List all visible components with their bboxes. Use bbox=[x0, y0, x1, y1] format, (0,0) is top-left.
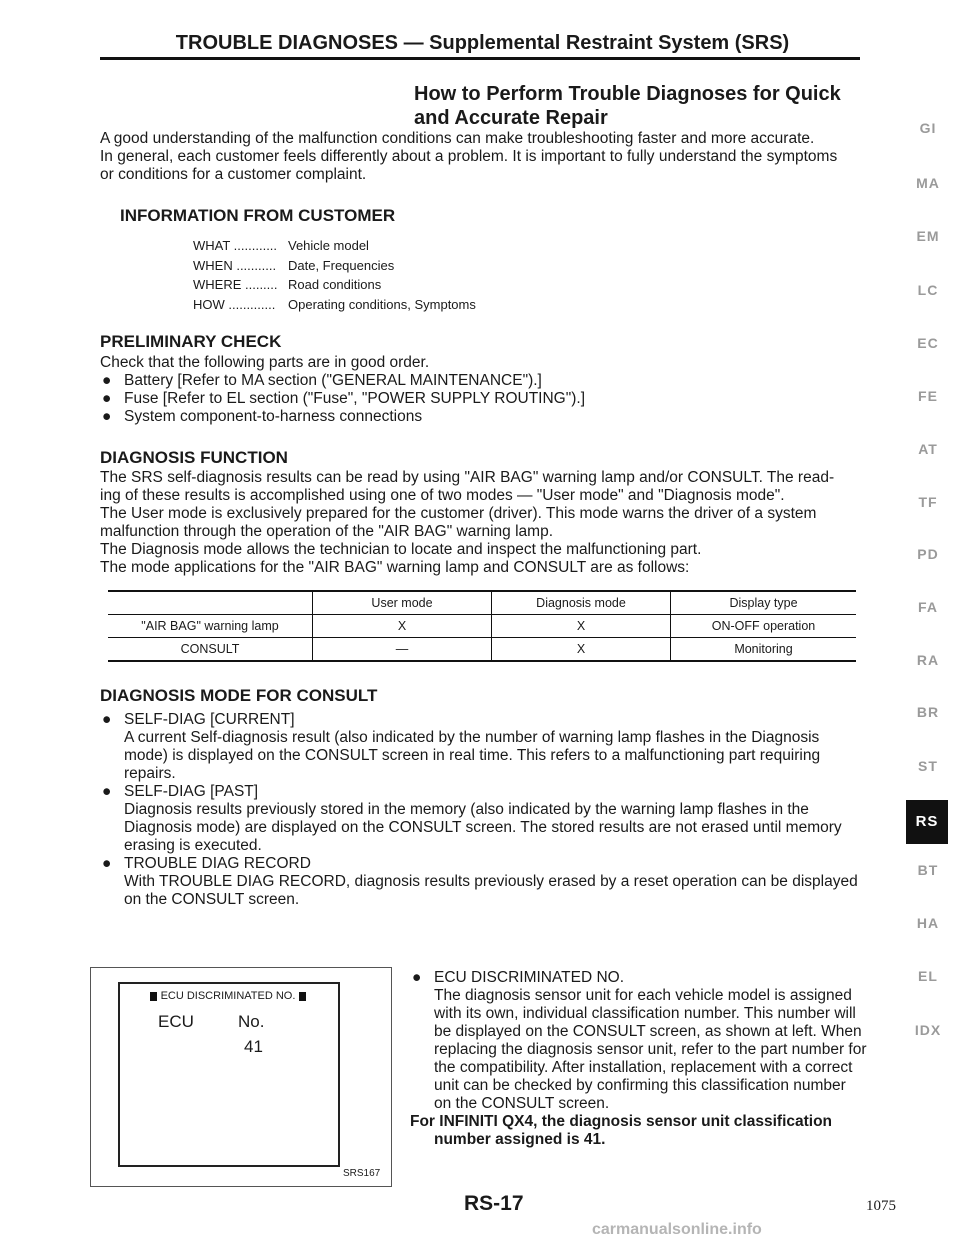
side-tab-gi[interactable]: GI bbox=[919, 120, 937, 136]
list-item-text: erasing is executed. bbox=[124, 837, 262, 854]
diagnosis-function-text bbox=[100, 469, 900, 577]
side-tab-tf[interactable]: TF bbox=[918, 494, 938, 510]
info-key: WHEN ........... bbox=[193, 257, 277, 273]
side-tab-br[interactable]: BR bbox=[916, 704, 940, 720]
list-item-text: unit can be checked by confirming this classification number bbox=[434, 1077, 846, 1094]
side-tab-ec[interactable]: EC bbox=[917, 335, 939, 351]
side-tab-ma[interactable]: MA bbox=[916, 175, 940, 191]
list-item-text: Diagnosis results previously stored in the memory (also indicated by the warning lamp flashes in the bbox=[124, 801, 809, 818]
side-tab-rs[interactable]: RS bbox=[906, 800, 948, 844]
table-cell: "AIR BAG" warning lamp bbox=[108, 615, 313, 638]
list-item-text: with its own, individual classification number. This number will bbox=[434, 1005, 856, 1022]
list-item-title: ECU DISCRIMINATED NO. bbox=[434, 969, 625, 986]
list-item-text: replacing the diagnosis sensor unit, refer to the part number for bbox=[434, 1041, 867, 1058]
list-item-text: System component-to-harness connections bbox=[124, 408, 423, 425]
table-cell: CONSULT bbox=[108, 638, 313, 662]
paragraph-line: malfunction through the operation of the "AIR BAG" warning lamp. bbox=[100, 523, 554, 540]
list-item-text: Fuse [Refer to EL section ("Fuse", "POWER SUPPLY ROUTING").] bbox=[124, 390, 586, 407]
bullet-icon: ● bbox=[102, 783, 112, 800]
side-tab-at[interactable]: AT bbox=[918, 441, 938, 457]
main-title bbox=[414, 82, 841, 130]
page-label: RS-17 bbox=[464, 1192, 524, 1215]
info-value: Date, Frequencies bbox=[288, 257, 395, 273]
side-tab-bt[interactable]: BT bbox=[917, 862, 939, 878]
table-cell: — bbox=[313, 638, 492, 662]
intro-line: or conditions for a customer complaint. bbox=[100, 166, 367, 183]
intro-line: A good understanding of the malfunction conditions can make troubleshooting faster and more accurate. bbox=[100, 130, 815, 147]
bullet-icon: ● bbox=[102, 408, 112, 425]
list-item-text: be displayed on the CONSULT screen, as shown at left. When bbox=[434, 1023, 862, 1040]
list-item-text: mode) is displayed on the CONSULT screen in real time. This refers to a malfunctioning part requiring bbox=[124, 747, 821, 764]
table-cell: X bbox=[313, 615, 492, 638]
side-tab-fe[interactable]: FE bbox=[918, 388, 938, 404]
consult-mode-heading: DIAGNOSIS MODE FOR CONSULT bbox=[100, 686, 378, 705]
consult-mode-list bbox=[100, 711, 900, 909]
paragraph-line: The User mode is exclusively prepared for the customer (driver). This mode warns the driver of a system bbox=[100, 505, 817, 522]
table-cell: Monitoring bbox=[671, 638, 857, 662]
info-key: WHAT ............ bbox=[193, 238, 278, 253]
table-cell: X bbox=[492, 615, 671, 638]
list-item bbox=[100, 408, 860, 426]
table-header-row bbox=[108, 591, 856, 615]
table-cell: ON-OFF operation bbox=[671, 615, 857, 638]
side-tab-fa[interactable]: FA bbox=[918, 599, 938, 615]
intro-paragraph bbox=[100, 130, 900, 184]
list-item bbox=[100, 783, 900, 855]
page-number: 1075 bbox=[866, 1198, 896, 1214]
ecu-section bbox=[410, 969, 900, 1149]
list-item-title: TROUBLE DIAG RECORD bbox=[124, 855, 311, 872]
table-row bbox=[108, 638, 856, 662]
main-title-line2: and Accurate Repair bbox=[414, 107, 608, 129]
table-header-cell: Diagnosis mode bbox=[492, 591, 671, 615]
list-item-text: the compatibility. After installation, replacement with a correct bbox=[434, 1059, 853, 1076]
info-row bbox=[193, 256, 476, 276]
side-tab-lc[interactable]: LC bbox=[917, 282, 939, 298]
info-key: WHERE ......... bbox=[193, 277, 278, 292]
paragraph-line: The SRS self-diagnosis results can be read by using "AIR BAG" warning lamp and/or CONSULT. The read- bbox=[100, 469, 835, 486]
list-item bbox=[100, 372, 860, 390]
paragraph-line: The Diagnosis mode allows the technician to locate and inspect the malfunctioning part. bbox=[100, 541, 702, 558]
preliminary-heading: PRELIMINARY CHECK bbox=[100, 332, 282, 351]
screen-title-bar bbox=[124, 990, 332, 1002]
list-item-text: Battery [Refer to MA section ("GENERAL MAINTENANCE").] bbox=[124, 372, 542, 389]
preliminary-text: Check that the following parts are in good order. bbox=[100, 354, 430, 371]
list-item-text: The diagnosis sensor unit for each vehicle model is assigned bbox=[434, 987, 852, 1004]
diagnosis-function-heading: DIAGNOSIS FUNCTION bbox=[100, 448, 288, 467]
bullet-icon: ● bbox=[102, 855, 112, 872]
list-item bbox=[410, 969, 900, 1113]
info-value: Operating conditions, Symptoms bbox=[288, 296, 476, 312]
bullet-icon: ● bbox=[102, 711, 112, 728]
paragraph-line: ing of these results is accomplished using one of two modes — "User mode" and "Diagnosis mode". bbox=[100, 487, 785, 504]
side-tab-ra[interactable]: RA bbox=[916, 652, 940, 668]
screen-value: 41 bbox=[244, 1037, 263, 1056]
list-item-text: With TROUBLE DIAG RECORD, diagnosis results previously erased by a reset operation can be displayed bbox=[124, 873, 858, 890]
mode-table bbox=[108, 590, 856, 662]
screen-ecu-label: ECU bbox=[158, 1012, 194, 1031]
list-item-title: SELF-DIAG [CURRENT] bbox=[124, 711, 295, 728]
watermark: carmanualsonline.info bbox=[592, 1221, 762, 1238]
side-tab-el[interactable]: EL bbox=[918, 968, 938, 984]
info-row bbox=[193, 275, 476, 295]
info-value: Road conditions bbox=[288, 277, 382, 292]
list-item-text: on the CONSULT screen. bbox=[434, 1095, 610, 1112]
table-header-cell: Display type bbox=[671, 591, 857, 615]
list-item-text: on the CONSULT screen. bbox=[124, 891, 300, 908]
list-item-title: SELF-DIAG [PAST] bbox=[124, 783, 259, 800]
page-header: TROUBLE DIAGNOSES — Supplemental Restraint System (SRS) bbox=[175, 32, 790, 54]
table-header-cell: User mode bbox=[313, 591, 492, 615]
side-tab-em[interactable]: EM bbox=[916, 228, 940, 244]
table-header-cell bbox=[108, 591, 313, 615]
intro-line: In general, each customer feels differently about a problem. It is important to fully understand the symptoms bbox=[100, 148, 838, 165]
list-item bbox=[100, 711, 900, 783]
info-row bbox=[193, 236, 476, 256]
table-row bbox=[108, 615, 856, 638]
list-item-text: Diagnosis mode) are displayed on the CONSULT screen. The stored results are not erased until memory bbox=[124, 819, 842, 836]
paragraph-line: The mode applications for the "AIR BAG" warning lamp and CONSULT are as follows: bbox=[100, 559, 690, 576]
info-heading: INFORMATION FROM CUSTOMER bbox=[120, 206, 396, 225]
consult-screen bbox=[118, 982, 340, 1167]
list-item-text: A current Self-diagnosis result (also indicated by the number of warning lamp flashes in the Diagnosis bbox=[124, 729, 820, 746]
list-item-text: repairs. bbox=[124, 765, 176, 782]
side-tab-idx[interactable]: IDX bbox=[914, 1022, 942, 1038]
info-row bbox=[193, 295, 476, 315]
main-title-line1: How to Perform Trouble Diagnoses for Quick bbox=[414, 83, 841, 105]
list-item bbox=[100, 855, 900, 909]
side-tab-pd[interactable]: PD bbox=[917, 546, 939, 562]
side-tab-ha[interactable]: HA bbox=[916, 915, 940, 931]
list-item bbox=[100, 390, 860, 408]
header-rule bbox=[100, 57, 860, 60]
ecu-note: For INFINITI QX4, the diagnosis sensor unit classification bbox=[410, 1113, 833, 1130]
square-bullet-icon bbox=[150, 992, 157, 1001]
info-key: HOW ............. bbox=[193, 296, 276, 312]
preliminary-section bbox=[100, 354, 860, 426]
bullet-icon: ● bbox=[102, 390, 112, 407]
screen-no-label: No. bbox=[238, 1012, 265, 1031]
screen-title: ECU DISCRIMINATED NO. bbox=[160, 990, 296, 1002]
side-tab-st[interactable]: ST bbox=[918, 758, 938, 774]
bullet-icon: ● bbox=[102, 372, 112, 389]
table-cell: X bbox=[492, 638, 671, 662]
info-list bbox=[193, 236, 476, 314]
bullet-icon: ● bbox=[412, 969, 422, 986]
figure-id: SRS167 bbox=[343, 1168, 381, 1179]
square-bullet-icon bbox=[299, 992, 306, 1001]
ecu-note: number assigned is 41. bbox=[434, 1131, 606, 1148]
info-value: Vehicle model bbox=[288, 238, 369, 253]
